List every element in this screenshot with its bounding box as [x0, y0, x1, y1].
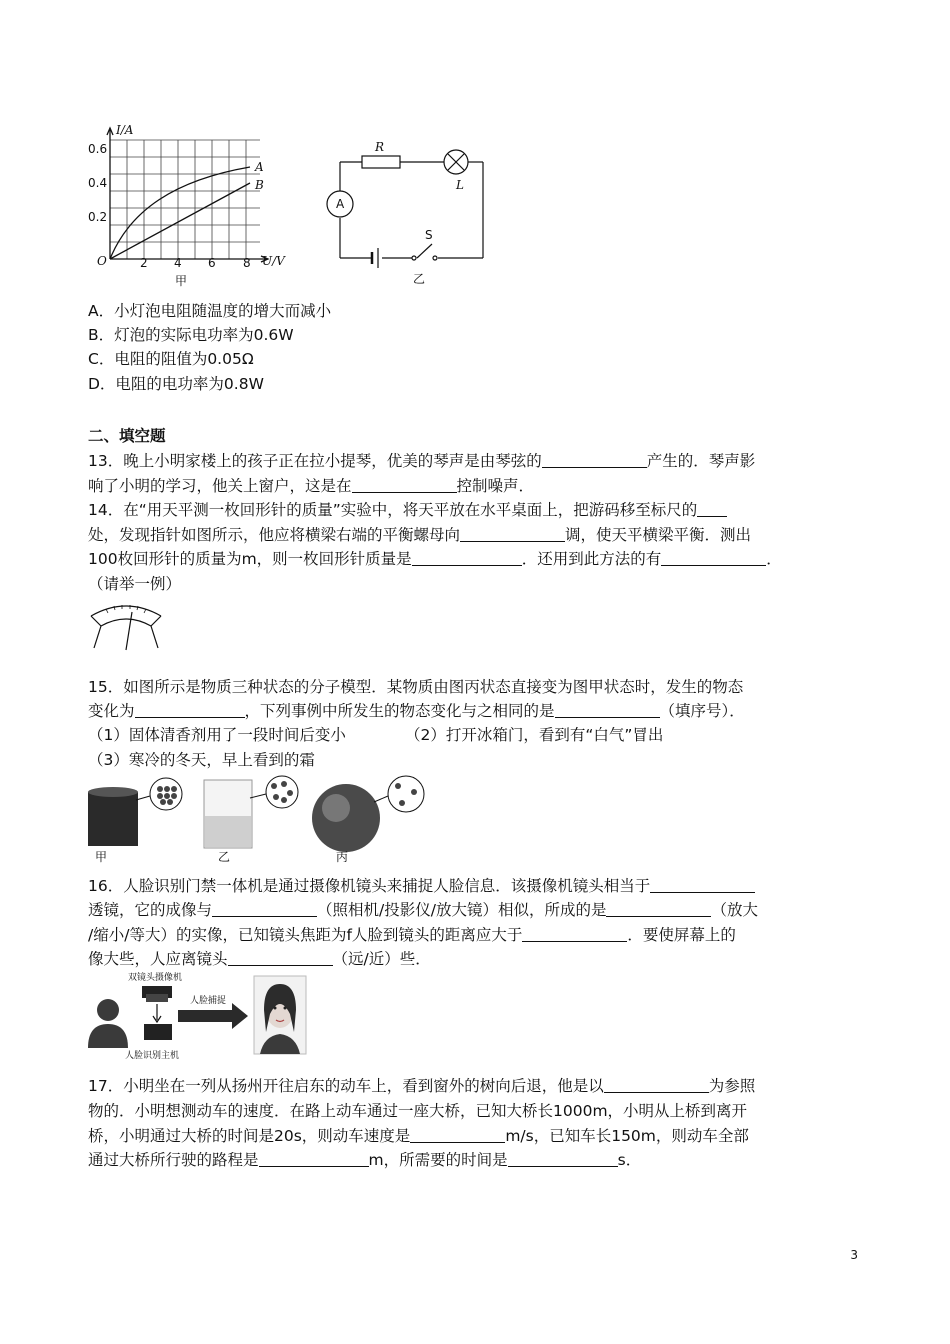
q16-text-3a: /缩小/等大）的实像，已知镜头焦距为f人脸到镜头的距离应大于: [88, 926, 523, 944]
q12-option-b: B．灯泡的实际电功率为0.6W: [88, 326, 294, 344]
q14-text-3b: ．还用到此方法的有: [521, 550, 662, 568]
q14-line-2: [88, 523, 751, 547]
q13-text-2b: 控制噪声．: [456, 477, 535, 495]
liquid-molecule-bubble: [266, 776, 298, 808]
q14-line-3: [88, 547, 782, 571]
person-head-icon: [97, 999, 119, 1021]
q17-text-1a: 17．小明坐在一列从扬州开往启东的动车上，看到窗外的树向后退，他是以: [88, 1077, 604, 1095]
q15-text-2a: 变化为: [88, 702, 135, 720]
q14-text-3a: 100枚回形针的质量为m，则一枚回形针质量是: [88, 550, 412, 568]
x-tick-8: 8: [243, 256, 251, 270]
capture-arrow-icon: [178, 1003, 248, 1029]
circuit-caption: 乙: [413, 272, 426, 286]
q12-option-a: A．小灯泡电阻随温度的增大而减小: [88, 302, 332, 320]
q17-blank-1[interactable]: [604, 1076, 709, 1093]
q17-text-3a: 桥，小明通过大桥的时间是20s，则动车速度是: [88, 1127, 411, 1145]
state-caption-jia: 甲: [95, 850, 108, 864]
q12-option-d: D．电阻的电功率为0.8W: [88, 375, 264, 393]
circuit-diagram: [318, 140, 493, 275]
resistor-label: R: [375, 140, 385, 154]
y-axis-label: I/A: [116, 123, 134, 137]
q13-text-2a: 响了小明的学习，他关上窗户，这是在: [88, 477, 352, 495]
q16-text-1a: 16．人脸识别门禁一体机是通过摄像机镜头来捕捉人脸信息．该摄像机镜头相当于: [88, 877, 651, 895]
y-tick-04: 0.4: [88, 176, 108, 190]
q17-text-4a: 通过大桥所行驶的路程是: [88, 1151, 259, 1169]
q17-blank-4[interactable]: [508, 1150, 618, 1167]
q14-text-1a: 14．在“用天平测一枚回形针的质量”实验中，将天平放在水平桌面上，把游码移至标尺的: [88, 501, 698, 519]
q17-text-4b: m，所需要的时间是: [368, 1151, 508, 1169]
q13-blank-2[interactable]: [352, 476, 457, 493]
section-title: 二、填空题: [88, 427, 166, 445]
q14-blank-2[interactable]: [460, 525, 565, 542]
face-recognition-figure: [86, 970, 308, 1062]
q16-text-2a: 透镜，它的成像与: [88, 901, 213, 919]
balance-needle: [126, 612, 132, 650]
q16-text-2c: （放大: [711, 901, 758, 919]
ammeter-label: A: [336, 197, 345, 211]
q17-blank-2[interactable]: [410, 1126, 505, 1143]
q15-blank-1[interactable]: [135, 701, 245, 718]
q17-line-2: 物的．小明想测动车的速度．在路上动车通过一座大桥，已知大桥长1000m，小明从上桥到离开: [88, 1102, 748, 1120]
q17-text-4c: s．: [617, 1151, 642, 1169]
q15-line-2: [88, 699, 745, 723]
lamp-label: L: [456, 178, 464, 192]
gas-sphere: [312, 784, 380, 852]
x-tick-2: 2: [140, 256, 148, 270]
q15-option-1: （1）固体清香剂用了一段时间后变小: [88, 726, 346, 744]
host-icon: [144, 1024, 172, 1040]
fig-host-label: 人脸识别主机: [125, 1051, 180, 1061]
q14-blank-1[interactable]: [697, 500, 727, 517]
y-tick-02: 0.2: [88, 210, 108, 224]
graph-caption: 甲: [175, 274, 188, 288]
q15-text-2b: ，下列事例中所发生的物态变化与之相同的是: [244, 702, 555, 720]
q14-blank-4[interactable]: [661, 549, 766, 566]
q14-line-4: （请举一例）: [88, 575, 182, 593]
page-number: 3: [850, 1248, 858, 1262]
switch-blade: [417, 244, 432, 258]
x-axis-label: U/V: [262, 254, 285, 268]
q16-blank-4[interactable]: [522, 925, 627, 942]
states-figure: [86, 772, 431, 864]
q15-text-2c: （填序号）．: [659, 702, 745, 720]
q14-text-2a: 处，发现指针如图所示，他应将横梁右端的平衡螺母向: [88, 526, 461, 544]
q16-blank-5[interactable]: [228, 949, 333, 966]
q17-line-1: [88, 1074, 755, 1098]
q14-text-2b: 调，使天平横梁平衡．测出: [565, 526, 752, 544]
x-tick-4: 4: [174, 256, 182, 270]
fig-capture-label: 人脸捕捉: [190, 996, 227, 1006]
q13-blank-1[interactable]: [542, 451, 647, 468]
q13-text-1a: 13．晚上小明家楼上的孩子正在拉小提琴，优美的琴声是由琴弦的: [88, 452, 542, 470]
y-tick-06: 0.6: [88, 142, 108, 156]
gas-molecule-bubble: [388, 776, 424, 812]
q17-text-3b: m/s，已知车长150m，则动车全部: [505, 1127, 749, 1145]
q13-text-1b: 产生的．琴声影: [646, 452, 756, 470]
fig-camera-label: 双镜头摄像机: [128, 973, 183, 983]
q14-text-3c: ．: [766, 550, 782, 568]
switch-label: S: [425, 228, 433, 242]
q17-line-4: [88, 1148, 641, 1172]
curve-a-label: A: [255, 160, 264, 174]
q12-option-c: C．电阻的阻值为0.05Ω: [88, 350, 254, 368]
q16-line-2: [88, 898, 758, 922]
q16-text-4b: （远/近）些．: [332, 950, 431, 968]
person-body-icon: [88, 1024, 128, 1048]
q16-blank-3[interactable]: [606, 900, 711, 917]
state-caption-bing: 丙: [336, 850, 349, 864]
balance-pointer-figure: [86, 598, 166, 654]
origin-label: O: [97, 254, 107, 268]
q16-line-3: [88, 923, 736, 947]
curve-b-label: B: [255, 178, 264, 192]
q16-line-4: [88, 947, 431, 971]
resistor-symbol: [362, 156, 400, 168]
q15-option-3: （3）寒冷的冬天，早上看到的霜: [88, 751, 315, 769]
q17-text-1b: 为参照: [708, 1077, 756, 1095]
q14-line-1: [88, 498, 727, 522]
q17-line-3: [88, 1124, 749, 1148]
q16-blank-2[interactable]: [212, 900, 317, 917]
solid-sample: [88, 792, 138, 846]
q15-option-2: （2）打开冰箱门，看到有“白气”冒出: [405, 726, 664, 744]
q15-blank-2[interactable]: [555, 701, 660, 718]
q16-text-3b: ．要使屏幕上的: [627, 926, 736, 944]
state-caption-yi: 乙: [218, 850, 231, 864]
q15-line-1: 15．如图所示是物质三种状态的分子模型．某物质由图丙状态直接变为图甲状态时，发生的物态: [88, 678, 744, 696]
q17-blank-3[interactable]: [259, 1150, 369, 1167]
q16-line-1: [88, 874, 755, 898]
q13-line-1: [88, 449, 755, 473]
q13-line-2: [88, 474, 534, 498]
q16-blank-1[interactable]: [650, 876, 755, 893]
q16-text-2b: （照相机/投影仪/放大镜）相似，所成的是: [317, 901, 607, 919]
q14-blank-3[interactable]: [412, 549, 522, 566]
x-tick-6: 6: [208, 256, 216, 270]
q16-text-4a: 像大些，人应离镜头: [88, 950, 228, 968]
